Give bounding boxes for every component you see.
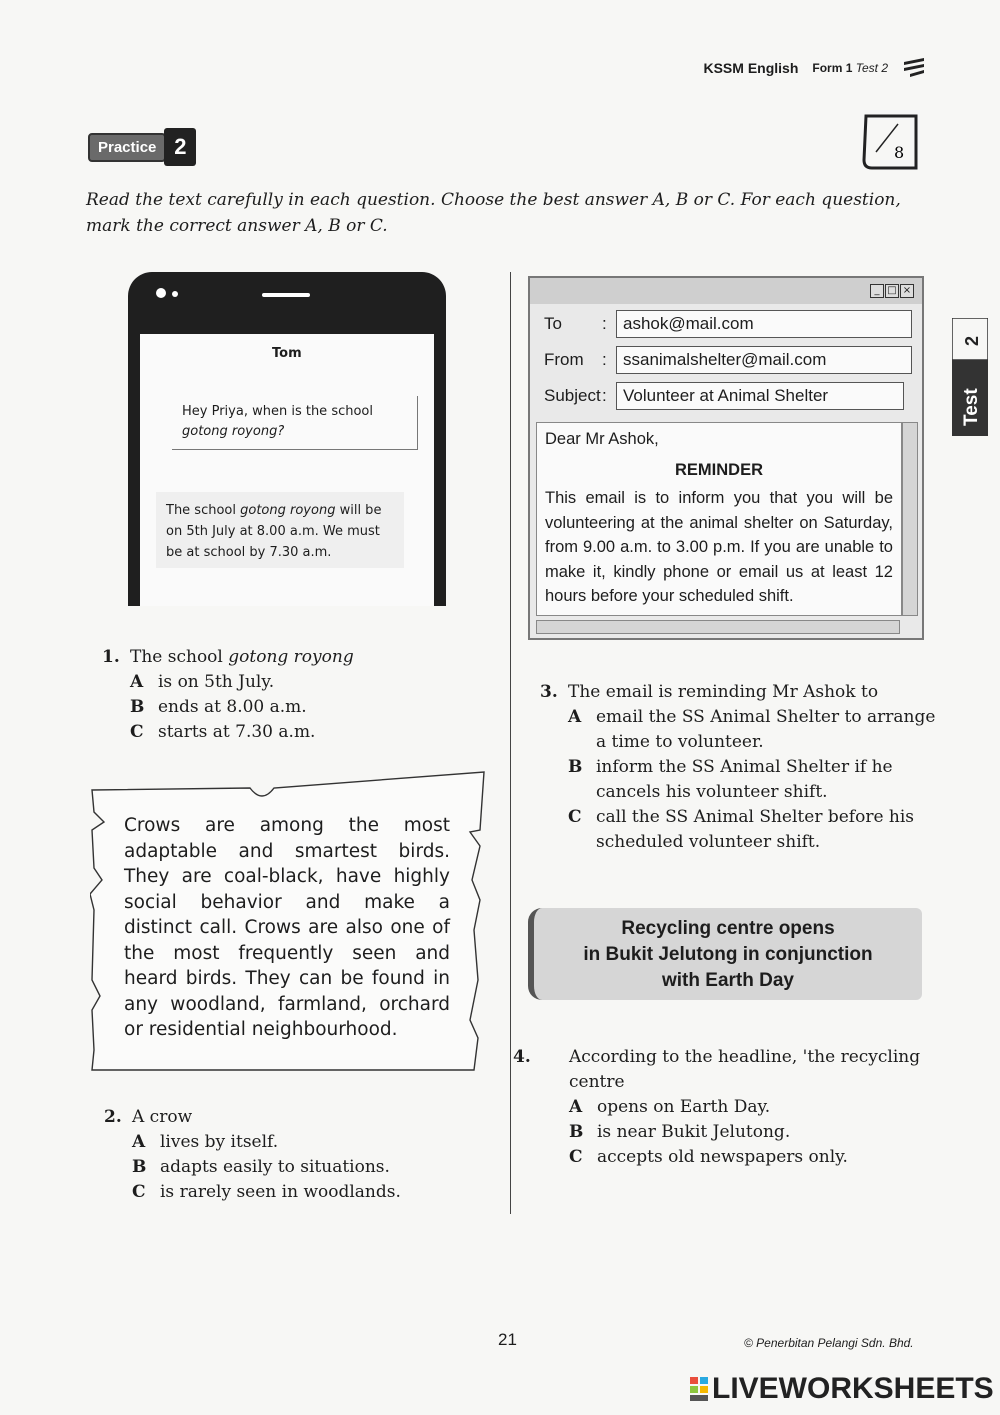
email-from-row: From : ssanimalshelter@mail.com: [544, 346, 912, 374]
header-form: Form 1: [812, 61, 853, 75]
close-icon[interactable]: ×: [900, 284, 914, 298]
crow-passage: Crows are among the most adaptable and smartest birds. They are coal-black, have highly social behavior and make a distinct call. Crows are also one of the most frequently seen and heard birds. They can be found in any woodland, farmland, orchard or residential neighbourhood.: [124, 815, 450, 1040]
chat-sender: Tom: [272, 346, 302, 361]
sensor-icon: [172, 291, 178, 297]
chat-message-1: Hey Priya, when is the school gotong royong?: [172, 396, 418, 450]
email-from-field[interactable]: ssanimalshelter@mail.com: [616, 346, 912, 374]
side-tab-number: 2: [962, 335, 982, 346]
option-b[interactable]: B adapts easily to situations.: [132, 1157, 390, 1177]
email-heading: REMINDER: [674, 460, 763, 479]
email-greeting: Dear Mr Ashok,: [545, 430, 659, 448]
email-subject-row: Subject : Volunteer at Animal Shelter: [544, 382, 904, 410]
brand-name: LIVEWORKSHEETS: [712, 1372, 994, 1405]
liveworksheets-logo: [690, 1372, 994, 1406]
copyright: © Penerbitan Pelangi Sdn. Bhd.: [744, 1336, 914, 1350]
email-to-row: To : ashok@mail.com: [544, 310, 912, 338]
side-tab-label: Test: [961, 388, 982, 426]
question-3: 3. The email is reminding Mr Ashok to A email the SS Animal Shelter to arrange a time to volunteer. B inform the SS Animal Shelter if he cancels his volunteer shift. C call the SS Animal Shelter before his scheduled volunteer shift.: [540, 680, 940, 855]
score-total: 8: [894, 143, 905, 162]
speaker-icon: [262, 293, 310, 297]
side-test-tab: [952, 318, 988, 436]
chat-message-2: The school gotong royong will be on 5th July at 8.00 a.m. We must be at school by 7.30 a.m.: [156, 492, 404, 568]
option-b[interactable]: B ends at 8.00 a.m.: [130, 697, 307, 717]
window-titlebar: [530, 278, 922, 304]
score-box: [858, 112, 922, 172]
question-1: 1. The school gotong royong A is on 5th July. B ends at 8.00 a.m. C starts at 7.30 a.m.: [102, 645, 462, 745]
question-4: 4. According to the headline, 'the recycling centre A opens on Earth Day. B is near Bukit Jelutong. C accepts old newspapers only.: [541, 1045, 941, 1170]
practice-badge: [88, 128, 196, 166]
option-c[interactable]: C call the SS Animal Shelter before his scheduled volunteer shift.: [568, 807, 915, 852]
liveworksheets-icon: [690, 1377, 708, 1401]
option-b[interactable]: B is near Bukit Jelutong.: [569, 1122, 791, 1142]
option-c[interactable]: C accepts old newspapers only.: [569, 1147, 848, 1167]
column-divider: [510, 272, 511, 1214]
horizontal-scrollbar[interactable]: [536, 620, 900, 634]
option-a[interactable]: A is on 5th July.: [130, 672, 275, 692]
question-number: 1.: [102, 647, 120, 667]
camera-icon: [156, 288, 166, 298]
email-message: This email is to inform you that you will be volunteering at the animal shelter on Saturday, from 9.00 a.m. to 3.00 p.m. If you are unable to make it, kindly phone or email us at least 12 hours before your scheduled shift.: [545, 489, 893, 605]
question-2: 2. A crow A lives by itself. B adapts easily to situations. C is rarely seen in woodlands.: [104, 1105, 484, 1205]
email-subject-field[interactable]: Volunteer at Animal Shelter: [616, 382, 904, 410]
option-a[interactable]: A email the SS Animal Shelter to arrange a time to volunteer.: [568, 707, 936, 752]
instructions: Read the text carefully in each question. Choose the best answer A, B or C. For each question, mark the correct answer A, B or C.: [86, 190, 901, 236]
email-body[interactable]: [536, 422, 902, 616]
page-number: 21: [498, 1330, 517, 1349]
email-to-field[interactable]: ashok@mail.com: [616, 310, 912, 338]
question-number: 3.: [540, 682, 558, 702]
header-subject: KSSM English: [703, 60, 799, 76]
option-c[interactable]: C is rarely seen in woodlands.: [132, 1182, 401, 1202]
option-a[interactable]: A opens on Earth Day.: [569, 1097, 771, 1117]
news-headline: Recycling centre opens in Bukit Jelutong in conjunction with Earth Day: [528, 908, 922, 1000]
option-b[interactable]: B inform the SS Animal Shelter if he cancels his volunteer shift.: [568, 757, 893, 802]
practice-label: Practice: [88, 133, 166, 162]
option-a[interactable]: A lives by itself.: [132, 1132, 279, 1152]
email-window: [528, 276, 924, 640]
vertical-scrollbar[interactable]: [902, 422, 918, 616]
page-header: [703, 56, 926, 80]
question-number: 2.: [104, 1107, 122, 1127]
practice-number: 2: [164, 128, 196, 166]
option-c[interactable]: C starts at 7.30 a.m.: [130, 722, 316, 742]
maximize-icon[interactable]: □: [885, 284, 899, 298]
minimize-icon[interactable]: _: [870, 284, 884, 298]
publisher-logo-icon: [902, 56, 926, 80]
question-number: 4.: [513, 1047, 531, 1067]
header-test: Test 2: [855, 61, 888, 75]
